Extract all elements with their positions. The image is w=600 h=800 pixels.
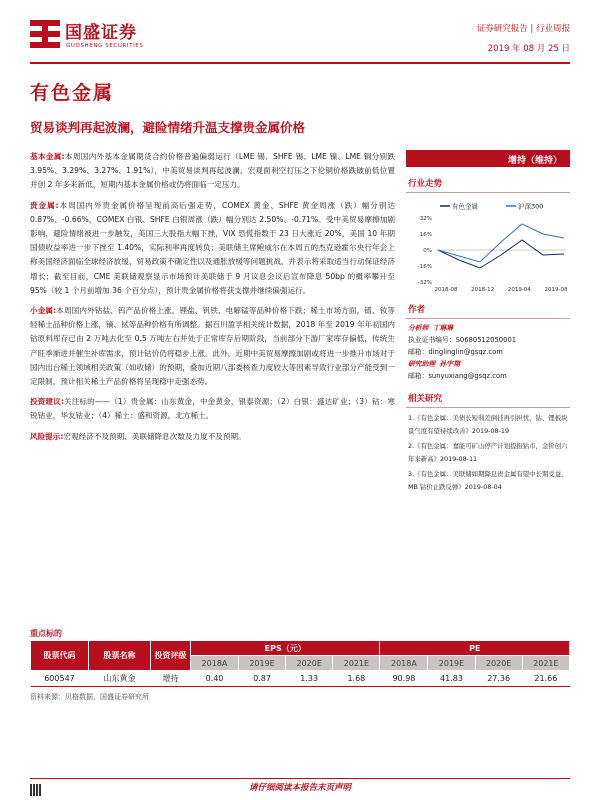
related-title: 相关研究 bbox=[406, 390, 570, 408]
y-tick-label: 32% bbox=[419, 216, 432, 222]
col-code: 股票代码 bbox=[31, 641, 89, 671]
sidebar bbox=[406, 150, 570, 496]
col-name: 股票名称 bbox=[89, 641, 151, 671]
header-divider bbox=[30, 62, 570, 64]
body-paragraph: 小金属:本周国内外钴盐、钨产品价格上涨，锂盐、钒铁、电解锰等品种价格下跌；稀土市场方面，镨、钕等轻稀土品种价格上涨，镝、铽等品种价格有所调整。据百川盈孚相关统计数据，2018 年至 2019 年年初国内钴原料库存已由 2 万吨去化至 0.5 万吨左右并处于正常库存后期阶段，当前部分下游厂家库存偏低，传统生产旺季渐进并催生补库需求，预计钴价仍将稳步上涨。此外，近期中美贸易摩擦加剧或将进一步推升市场对于国内出台稀土领域相关政策（如收储）的预期，叠加近期八部委核查力度较大等因素导致行业部分产能受到一定限制，预计相关稀土产品价格将呈现稳中走强态势。 bbox=[30, 306, 395, 387]
footer-disclaimer: 请仔细阅读本报告末页声明 bbox=[248, 783, 351, 793]
x-tick-label: 2019-04 bbox=[507, 287, 531, 293]
x-tick-label: 2018-12 bbox=[471, 287, 495, 293]
series-line-2 bbox=[438, 224, 564, 262]
y-tick-label: 0% bbox=[423, 248, 432, 254]
industry-title: 有色金属 bbox=[30, 82, 115, 104]
trend-chart bbox=[406, 193, 570, 293]
logo-text: 国盛证券 bbox=[65, 23, 137, 43]
logo-text-en: GUOSHENG SECURITIES bbox=[66, 43, 144, 49]
logo bbox=[30, 18, 143, 49]
y-tick-label: 16% bbox=[419, 232, 432, 238]
related-research bbox=[406, 408, 570, 493]
logo-icon bbox=[30, 20, 60, 48]
table-source: 资料来源：贝格数据，国盛证券研究所 bbox=[30, 693, 149, 701]
body-paragraph: 风险提示:宏观经济不及预期、美联储降息次数及力度不及预期。 bbox=[30, 431, 246, 441]
trend-title: 行业走势 bbox=[406, 175, 570, 193]
col-eps: EPS（元） bbox=[191, 641, 380, 656]
rating-badge: 增持（维持） bbox=[406, 150, 570, 167]
series-line-1 bbox=[438, 240, 564, 268]
analyst-title: 作者 bbox=[406, 301, 570, 319]
related-item[interactable]: 2.《有色金属：嘉能可矿山停产计划提振钴市，金价创六年来新高》2019-08-11 bbox=[408, 442, 568, 463]
x-tick-label: 2019-08 bbox=[544, 287, 568, 293]
stocks-table: 股票代码 股票名称 投资评级 EPS（元） PE 2018A 2019E 2020E 2021E 2018A 2019E 2020E 2021E 600547 山东黄金 增持 0.40 0.87 1.33 1.68 90.98 41.83 27.36 21.66 bbox=[30, 640, 570, 687]
related-item[interactable]: 3.《有色金属：美联储如期降息贵金属有望中长期受益，MB 钴价止跌反弹》2019-08-04 bbox=[408, 470, 568, 491]
report-headline: 贸易谈判再起波澜，避险情绪升温支撑贵金属价格 bbox=[30, 120, 306, 135]
analyst-info: 分析师 丁琳琳 执业证书编号：S0680512050001 邮箱：dinglinglin@gsqz.com 研究助理 孙宇翔 邮箱：sunyuxiang@gsqz.com bbox=[408, 324, 517, 380]
report-header bbox=[30, 18, 570, 60]
related-item[interactable]: 1.《有色金属：美债长短利差倒挂再引担忧，钴、锂板块景气度有望持续改善》2019-08-19 bbox=[408, 414, 568, 435]
y-tick-label: -16% bbox=[417, 264, 432, 270]
report-date: 2019 年 08 月 25 日 bbox=[487, 44, 570, 54]
body-paragraph: 贵金属:本周国内外贵金属价格呈现前高后强走势，COMEX 黄金、SHFE 黄金周涨（跌）幅分别达 0.87%、-0.66%，COMEX 白银、SHFE 白银周涨（跌）幅分别达 2.50%、-0.71%。受中美贸易摩擦加剧影响，避险情绪被进一步触发，美国三大股指大幅下挫，VIX 恐慌指数于 23 日大涨近 20%，美国 10 年期国债收益率进一步下挫至 1.40%，实际利率再度转负；美联储主席鲍威尔在本周五的杰克逊霍尔央行年会上称美国经济面临全球经济放缓、贸易政策不确定性以及通胀放缓等问题挑战，并表示将采取适当行动保证经济增长；截至目前，CME 美联储观察显示市场预计美联储于 9 月议息会议后宣布降息 50bp 的概率攀升至 95%（较 1 个月前增加 36 个百分点），预计贵金属价格将获支撑并继续偏强运行。 bbox=[30, 200, 395, 295]
y-tick-label: -32% bbox=[417, 280, 432, 286]
x-tick-label: 2018-08 bbox=[434, 287, 458, 293]
stocks-title: 重点标的 bbox=[30, 629, 62, 638]
body-paragraph: 基本金属:本周国内外基本金属期货合约价格普遍偏弱运行（LME 锡、SHFE 锡、LME 镍、LME 铜分别跌 3.95%、3.29%、3.27%、1.91%），中美贸易谈判再起波澜，宏观面利空打压之下伦铜价格跌破前低位置并创 2 年多来新低，短期内基本金属价格或仍将面临一定压力。 bbox=[30, 152, 395, 190]
legend-label-2: 沪深300 bbox=[518, 202, 544, 211]
col-rating: 投资评级 bbox=[151, 641, 191, 671]
trend-chart-svg bbox=[406, 193, 570, 293]
legend-label-1: 有色金属 bbox=[452, 202, 478, 211]
report-type: 证券研究报告 | 行业周报 bbox=[476, 24, 570, 34]
body-paragraph: 投资建议:关注标的——（1）贵金属：山东黄金，中金黄金，银泰资源；（2）白银：盛达矿业；（3）钴：寒锐钴业，华友钴业；（4）稀土：盛和资源，北方稀土。 bbox=[30, 397, 395, 421]
report-body bbox=[30, 150, 395, 450]
footer-divider bbox=[30, 778, 570, 779]
col-pe: PE bbox=[380, 641, 570, 656]
table-row: 600547 山东黄金 增持 0.40 0.87 1.33 1.68 90.98 41.83 27.36 21.66 bbox=[31, 671, 570, 687]
